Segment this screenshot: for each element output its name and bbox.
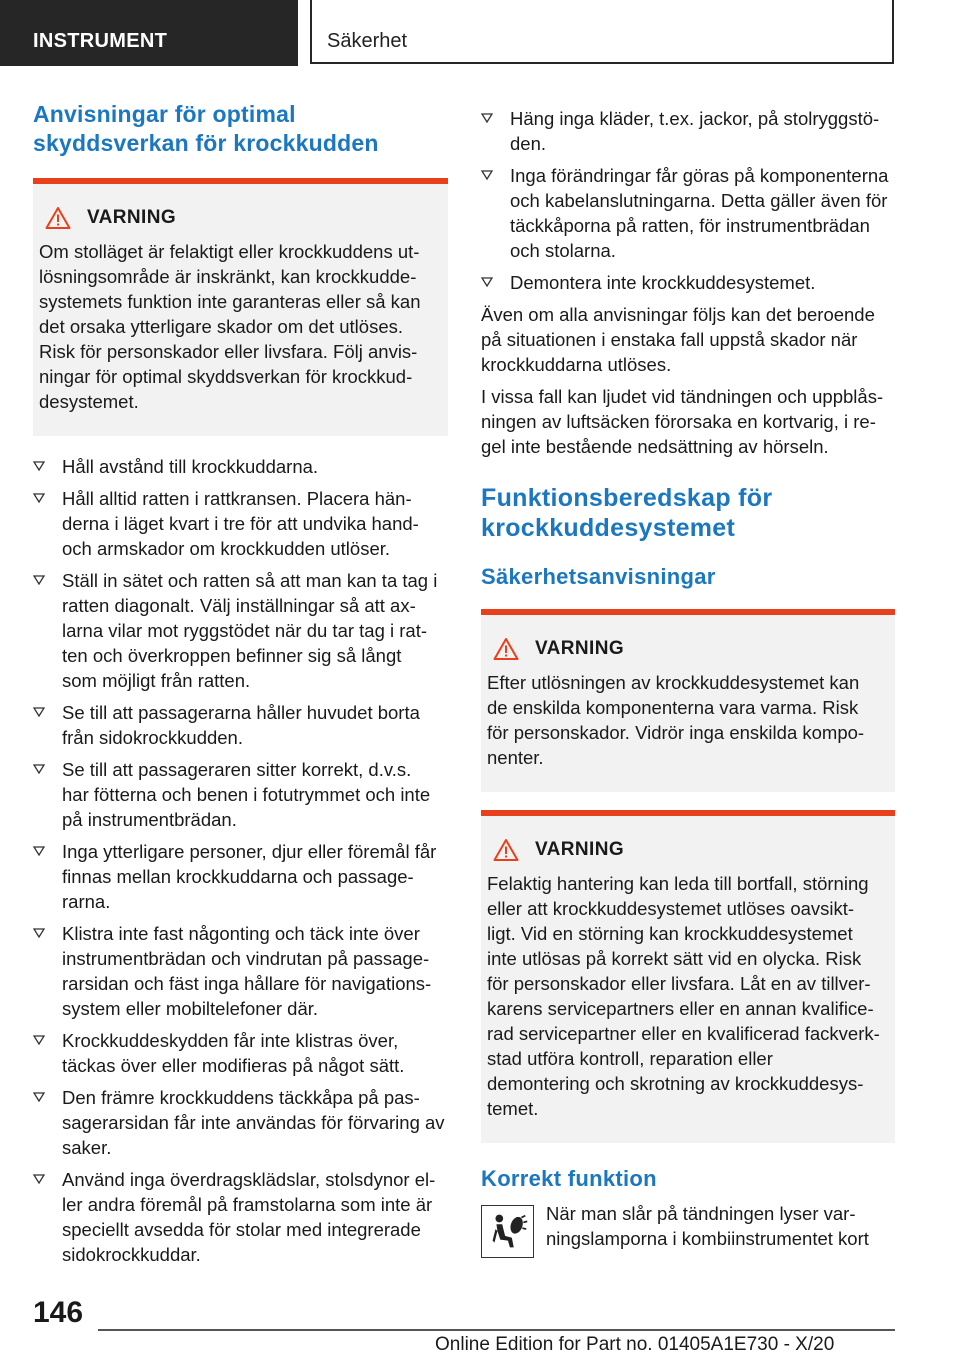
warning-line: Efter utlösningen av krockkuddesystemet kan xyxy=(487,672,860,693)
warning-triangle-icon xyxy=(45,206,71,230)
warning-line: demontering och skrotning av krockkuddesys- xyxy=(487,1073,864,1094)
function-text xyxy=(546,1201,869,1251)
list-item xyxy=(481,163,895,263)
list-item-line: Använd inga överdragsklädslar, stolsdynor el- xyxy=(62,1169,436,1190)
left-column xyxy=(33,100,448,1274)
list-item-line: Häng inga kläder, t.ex. jackor, på stolryggstö- xyxy=(510,108,880,129)
instruction-list xyxy=(33,454,448,1267)
warning-line: stad utföra kontroll, reparation eller xyxy=(487,1048,773,1069)
paragraph-line: Även om alla anvisningar följs kan det beroende xyxy=(481,304,875,325)
list-item-line: och stolarna. xyxy=(510,240,616,261)
section-title-readiness xyxy=(481,483,895,543)
chapter-title: Säkerhet xyxy=(310,0,894,64)
warning-header xyxy=(493,637,889,661)
bullet-triangle-icon xyxy=(481,112,493,124)
list-item xyxy=(33,568,448,693)
bullet-triangle-icon xyxy=(33,1091,45,1103)
bullet-triangle-icon xyxy=(33,706,45,718)
warning-line: karens servicepartners eller en annan kvalifice- xyxy=(487,998,874,1019)
warning-line: ligt. Vid en störning kan krockkuddesystemet xyxy=(487,923,853,944)
footer-divider xyxy=(98,1329,895,1331)
list-item-line: Krockkuddeskydden får inte klistras över, xyxy=(62,1030,399,1051)
list-item xyxy=(33,1028,448,1078)
paragraph-line: ningslamporna i kombiinstrumentet kort xyxy=(546,1228,869,1249)
warning-header xyxy=(493,838,889,862)
warning-label: VARNING xyxy=(87,207,177,228)
page-number: 146 xyxy=(33,1296,84,1329)
paragraph-line: på situationen i enstaka fall uppstå skador när xyxy=(481,329,858,350)
list-item-line: Se till att passagerarna håller huvudet borta xyxy=(62,702,420,723)
warning-line: för personskador. Vidrör inga enskilda kompo- xyxy=(487,722,865,743)
list-item xyxy=(481,106,895,156)
list-item xyxy=(33,700,448,750)
list-item-line: och kabelanslutningarna. Detta gäller även för xyxy=(510,190,888,211)
list-item-line: instrumentbrädan och vindrutan på passage- xyxy=(62,948,430,969)
warning-line: temet. xyxy=(487,1098,539,1119)
warning-line: Om stolläget är felaktigt eller krockkuddens ut- xyxy=(39,241,420,262)
subsection-title-safety: Säkerhetsanvisningar xyxy=(481,564,716,589)
edition-footer: Online Edition for Part no. 01405A1E730 - X/20 xyxy=(435,1334,835,1355)
list-item-line: ler andra föremål på framstolarna som inte är xyxy=(62,1194,433,1215)
warning-box xyxy=(481,810,895,1143)
bullet-triangle-icon xyxy=(481,276,493,288)
list-item xyxy=(33,454,448,479)
warning-line: Risk för personskador eller livsfara. Följ anvis- xyxy=(39,341,418,362)
list-item-line: den. xyxy=(510,133,547,154)
list-item-line: larna vilar mot ryggstödet när du tar tag i rat- xyxy=(62,620,428,641)
list-item-line: som möjligt från ratten. xyxy=(62,670,251,691)
list-item-line: har fötterna och benen i fotutrymmet och inte xyxy=(62,784,431,805)
list-item-line: från sidokrockkudden. xyxy=(62,727,243,748)
list-item-line: på instrumentbrädan. xyxy=(62,809,237,830)
page-header xyxy=(0,0,960,66)
bullet-triangle-icon xyxy=(33,1173,45,1185)
list-item-line: rarna. xyxy=(62,891,111,912)
warning-line: lösningsområde är inskränkt, kan krockkudde- xyxy=(39,266,417,287)
list-item xyxy=(33,1085,448,1160)
warning-line: ningar för optimal skyddsverkan för krockkud- xyxy=(39,366,413,387)
list-item xyxy=(33,486,448,561)
warning-triangle-icon xyxy=(493,838,519,862)
list-item-line: sagerarsidan får inte användas för förvaring av xyxy=(62,1112,445,1133)
section-title-optimal-protection xyxy=(33,100,448,158)
list-item-line: finnas mellan krockkuddarna och passage- xyxy=(62,866,414,887)
list-item-line: Se till att passageraren sitter korrekt, d.v.s. xyxy=(62,759,412,780)
warning-box xyxy=(33,178,448,436)
paragraph-line: I vissa fall kan ljudet vid tändningen och uppblås- xyxy=(481,386,884,407)
list-item-line: rarsidan och fäst inga hållare för navigations- xyxy=(62,973,432,994)
paragraph-line: När man slår på tändningen lyser var- xyxy=(546,1203,856,1224)
warning-line: nenter. xyxy=(487,747,544,768)
list-item-line: Ställ in sätet och ratten så att man kan ta tag i xyxy=(62,570,438,591)
list-item xyxy=(33,921,448,1021)
list-item xyxy=(481,270,895,295)
bullet-triangle-icon xyxy=(33,927,45,939)
bullet-triangle-icon xyxy=(33,492,45,504)
warning-label: VARNING xyxy=(535,638,625,659)
paragraph-line: krockkuddarna utlöses. xyxy=(481,354,672,375)
warning-header xyxy=(45,206,442,230)
list-item xyxy=(33,839,448,914)
subsection-title-correct-function: Korrekt funktion xyxy=(481,1166,657,1191)
list-item xyxy=(33,757,448,832)
warning-triangle-icon xyxy=(493,637,519,661)
list-item-line: derna i läget kvart i tre för att undvika hand- xyxy=(62,513,419,534)
warning-text xyxy=(39,239,442,414)
bullet-triangle-icon xyxy=(481,169,493,181)
title-line: krockkuddesystemet xyxy=(481,514,736,542)
list-item-line: system eller mobiltelefoner där. xyxy=(62,998,319,1019)
list-item-line: sidokrockkuddar. xyxy=(62,1244,201,1265)
title-line: Anvisningar för optimal xyxy=(33,101,296,127)
warning-label: VARNING xyxy=(535,839,625,860)
list-item-line: Inga ytterligare personer, djur eller föremål får xyxy=(62,841,437,862)
section-tab: INSTRUMENT xyxy=(0,0,298,66)
warning-line: det orsaka ytterligare skador om det utlöses. xyxy=(39,316,404,337)
function-description xyxy=(481,1201,895,1258)
paragraph-line: gel inte bestående nedsättning av hörseln. xyxy=(481,436,829,457)
title-line: skyddsverkan för krockkudden xyxy=(33,130,379,156)
list-item-line: ten och överkroppen befinner sig så långt xyxy=(62,645,402,666)
warning-line: de enskilda komponenterna vara varma. Risk xyxy=(487,697,859,718)
list-item-line: och armskador om krockkudden utlöser. xyxy=(62,538,391,559)
warning-text xyxy=(487,871,889,1121)
list-item-line: täckas över eller modifieras på något sätt. xyxy=(62,1055,405,1076)
bullet-triangle-icon xyxy=(33,460,45,472)
list-item-line: Den främre krockkuddens täckkåpa på pas- xyxy=(62,1087,420,1108)
warning-line: för personskador eller livsfara. Låt en av tillver- xyxy=(487,973,871,994)
list-item-line: Demontera inte krockkuddesystemet. xyxy=(510,272,816,293)
warning-line: inte utlösas på korrekt sätt vid en olycka. Risk xyxy=(487,948,862,969)
list-item-line: Inga förändringar får göras på komponenterna xyxy=(510,165,889,186)
warning-line: rad servicepartner eller en kvalificerad fackverk- xyxy=(487,1023,880,1044)
bullet-triangle-icon xyxy=(33,845,45,857)
paragraph-residual-risk xyxy=(481,302,895,377)
bullet-triangle-icon xyxy=(33,763,45,775)
warning-line: eller att krockkuddesystemet utlöses oavsikt- xyxy=(487,898,855,919)
warning-line: desystemet. xyxy=(39,391,139,412)
warning-line: Felaktig hantering kan leda till bortfall, störning xyxy=(487,873,869,894)
warning-line: systemets funktion inte garanteras eller så kan xyxy=(39,291,421,312)
right-column xyxy=(481,106,895,1258)
list-item-line: ratten diagonalt. Välj inställningar så att ax- xyxy=(62,595,416,616)
paragraph-line: ningen av luftsäcken förorsaka en kortvarig, i re- xyxy=(481,411,876,432)
list-item-line: Håll avstånd till krockkuddarna. xyxy=(62,456,319,477)
list-item xyxy=(33,1167,448,1267)
list-item-line: saker. xyxy=(62,1137,112,1158)
paragraph-hearing xyxy=(481,384,895,459)
list-item-line: Håll alltid ratten i rattkransen. Placera hän- xyxy=(62,488,412,509)
instruction-list-continued xyxy=(481,106,895,295)
bullet-triangle-icon xyxy=(33,1034,45,1046)
title-line: Funktionsberedskap för xyxy=(481,484,773,512)
warning-text xyxy=(487,670,889,770)
list-item-line: täckkåporna på ratten, för instrumentbrädan xyxy=(510,215,870,236)
list-item-line: speciellt avsedda för stolar med integrerade xyxy=(62,1219,421,1240)
bullet-triangle-icon xyxy=(33,574,45,586)
list-item-line: Klistra inte fast någonting och täck inte över xyxy=(62,923,420,944)
warning-box xyxy=(481,609,895,792)
airbag-indicator-icon xyxy=(481,1205,534,1258)
